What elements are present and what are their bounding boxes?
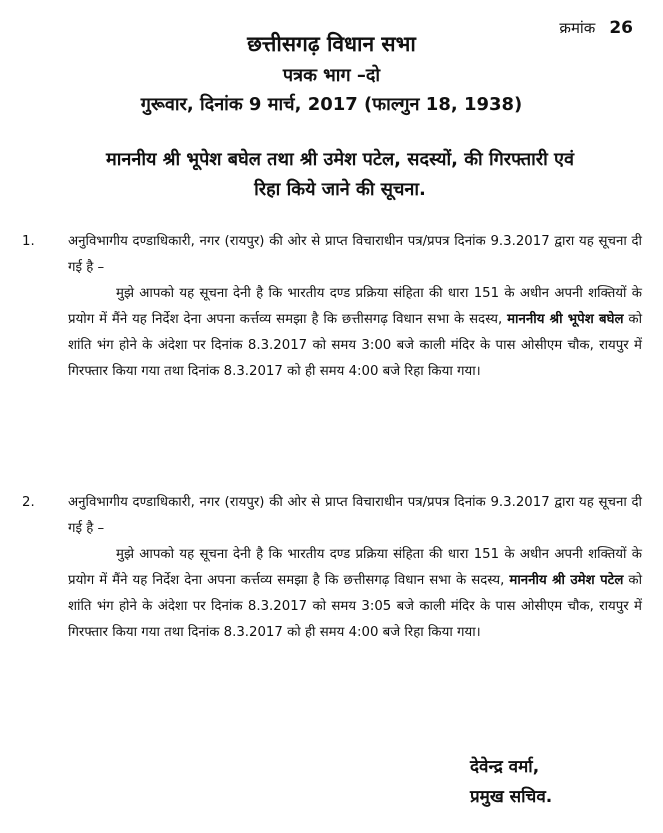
document-date: गुरूवार, दिनांक 9 मार्च, 2017 (फाल्गुन 18, 1938)	[140, 94, 523, 115]
item-text-before: मुझे आपको यह सूचना देनी है कि भारतीय दण्ड प्रक्रिया संहिता की धारा 151 के अधीन अपनी शक्तियों के प्रयोग में मैंने यह निर्देश देना अपना कर्त्तव्य समझा है कि छत्तीसगढ़ विधान सभा के सदस्य,	[68, 547, 642, 588]
item-text	[68, 281, 642, 385]
item-text-after: को शांति भंग होने के अंदेशा पर दिनांक 8.3.2017 को समय 3:00 बजे काली मंदिर के पास ओसीएम चौक, रायपुर में गिरफ्तार किया गया तथा दिनांक 8.3.2017 को ही समय 4:00 बजे रिहा किया गया।	[68, 312, 643, 379]
item-body	[68, 229, 642, 385]
subject-line-2: रिहा किये जाने की सूचना.	[254, 179, 426, 200]
item-intro: अनुविभागीय दण्डाधिकारी, नगर (रायपुर) की ओर से प्राप्त विचाराधीन पत्र/प्रपत्र दिनांक 9.3.2017 द्वारा यह सूचना दी गई है –	[68, 234, 642, 275]
item-text-before: मुझे आपको यह सूचना देनी है कि भारतीय दण्ड प्रक्रिया संहिता की धारा 151 के अधीन अपनी शक्तियों के प्रयोग में मैंने यह निर्देश देना अपना कर्त्तव्य समझा है कि छत्तीसगढ़ विधान सभा के सदस्य,	[68, 286, 642, 327]
item-number: 1.	[22, 234, 35, 249]
member-name: माननीय श्री उमेश पटेल	[509, 573, 624, 588]
serial-value: 26	[609, 18, 633, 38]
signatory-designation: प्रमुख सचिव.	[470, 787, 553, 807]
serial-label: क्रमांक	[559, 19, 596, 37]
item-number: 2.	[22, 495, 35, 510]
subject-heading	[40, 145, 640, 205]
item-body	[68, 490, 642, 646]
signature-block	[470, 752, 552, 812]
document-part: पत्रक भाग –दो	[282, 65, 381, 86]
signatory-name: देवेन्द्र वर्मा,	[470, 757, 540, 777]
item-text-after: को शांति भंग होने के अंदेशा पर दिनांक 8.3.2017 को समय 3:05 बजे काली मंदिर के पास ओसीएम चौक, रायपुर में गिरफ्तार किया गया तथा दिनांक 8.3.2017 को ही समय 4:00 बजे रिहा किया गया।	[68, 573, 643, 640]
notice-item-1	[22, 229, 642, 385]
item-intro: अनुविभागीय दण्डाधिकारी, नगर (रायपुर) की ओर से प्राप्त विचाराधीन पत्र/प्रपत्र दिनांक 9.3.2017 द्वारा यह सूचना दी गई है –	[68, 495, 642, 536]
notice-item-2	[22, 490, 642, 646]
item-text	[68, 542, 642, 646]
subject-line-1: माननीय श्री भूपेश बघेल तथा श्री उमेश पटेल, सदस्यों, की गिरफ्तारी एवं	[105, 149, 575, 170]
member-name: माननीय श्री भूपेश बघेल	[507, 312, 624, 327]
page-title: छत्तीसगढ़ विधान सभा	[247, 32, 416, 56]
